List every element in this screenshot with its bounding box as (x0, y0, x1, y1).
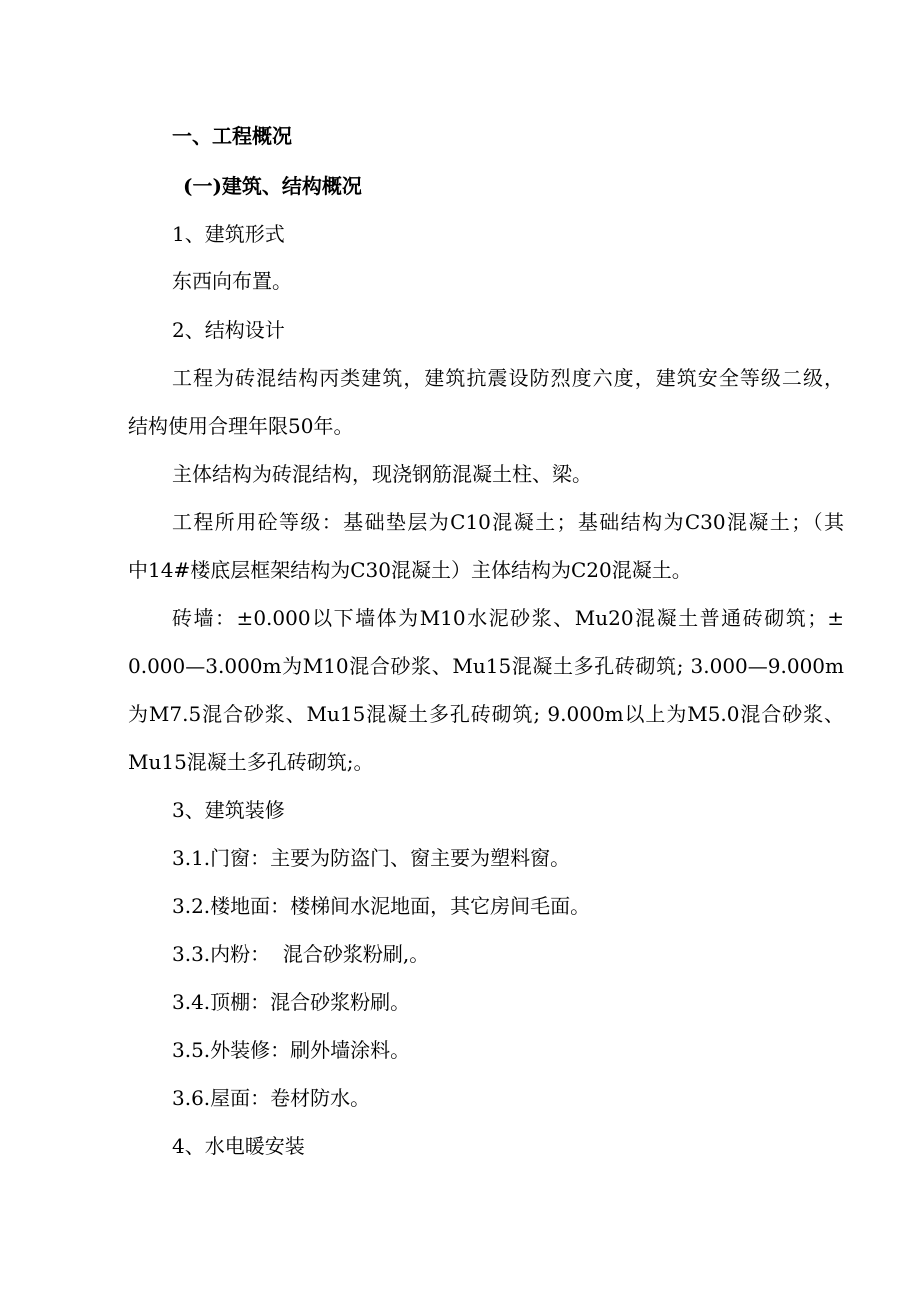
item-doors-windows: 3.1.门窗：主要为防盗门、窗主要为塑料窗。 (172, 846, 571, 870)
paragraph-brick-line: 砖墙：±0.000以下墙体为M10水泥砂浆、Mu20混凝土普通砖砌筑；± (172, 606, 844, 630)
paragraph-structure-line: 工程为砖混结构丙类建筑，建筑抗震设防烈度六度，建筑安全等级二级， (172, 366, 844, 390)
item-floor: 3.2.楼地面：楼梯间水泥地面，其它房间毛面。 (172, 894, 591, 918)
item-roof: 3.6.屋面：卷材防水。 (172, 1086, 371, 1110)
item-mep-title: 4、水电暖安装 (172, 1134, 305, 1158)
item-decoration-title: 3、建筑装修 (172, 798, 285, 822)
item-ceiling: 3.4.顶棚：混合砂浆粉刷。 (172, 990, 411, 1014)
item-building-form-title: 1、建筑形式 (172, 222, 285, 246)
paragraph-concrete-line: 工程所用砼等级：基础垫层为C10混凝土；基础结构为C30混凝土；（其 (172, 510, 844, 534)
paragraph-brick-line: 0.000—3.000m为M10混合砂浆、Mu15混凝土多孔砖砌筑; 3.000—9.000m (128, 654, 844, 678)
item-exterior: 3.5.外装修：刷外墙涂料。 (172, 1038, 411, 1062)
subsection-heading: (一)建筑、结构概况 (183, 174, 362, 198)
item-interior-plaster: 3.3.内粉： 混合砂浆粉刷,。 (172, 942, 430, 966)
paragraph-brick-line: 为M7.5混合砂浆、Mu15混凝土多孔砖砌筑; 9.000m以上为M5.0混合砂浆、 (128, 702, 844, 726)
paragraph-concrete-line: 中14#楼底层框架结构为C30混凝土）主体结构为C20混凝土。 (128, 558, 692, 582)
paragraph-structure-line: 结构使用合理年限50年。 (128, 414, 354, 438)
item-structure-design-title: 2、结构设计 (172, 318, 285, 342)
item-building-form-text: 东西向布置。 (172, 269, 292, 293)
section-heading: 一、工程概况 (172, 124, 292, 148)
paragraph-brick-line: Mu15混凝土多孔砖砌筑;。 (128, 750, 374, 774)
paragraph-main-structure: 主体结构为砖混结构，现浇钢筋混凝土柱、梁。 (172, 462, 592, 486)
